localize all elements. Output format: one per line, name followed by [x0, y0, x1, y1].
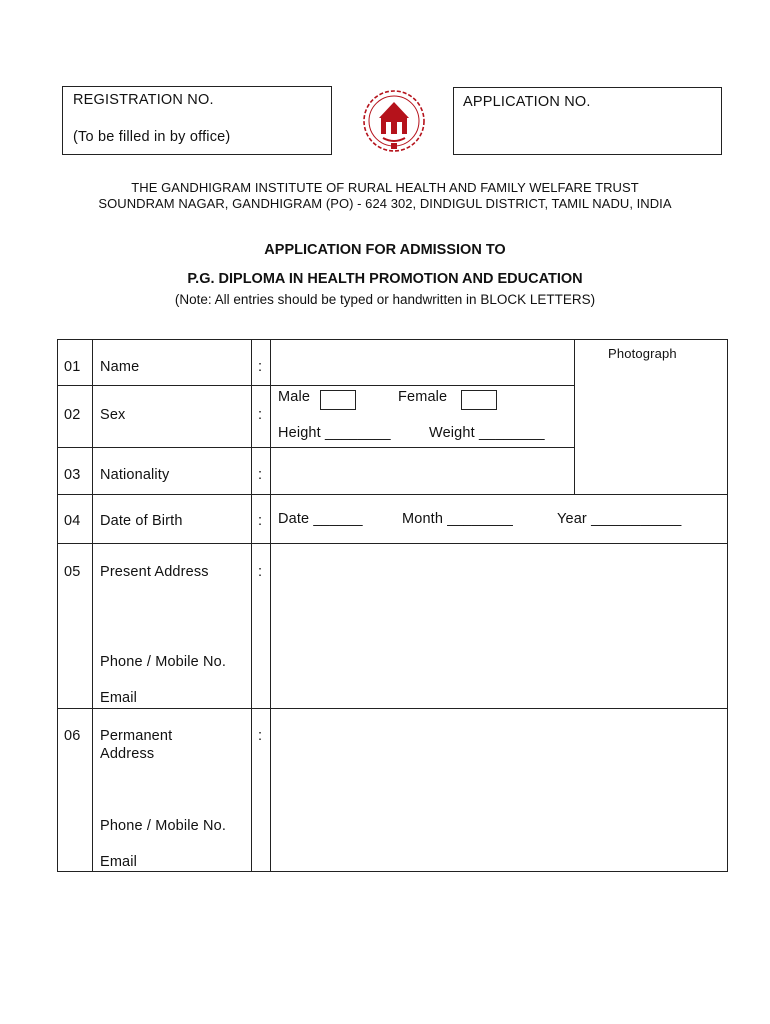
male-checkbox[interactable]: [320, 390, 356, 410]
weight-field[interactable]: Weight ________: [429, 425, 545, 441]
present-address-label: Present Address: [100, 564, 209, 580]
colon: :: [258, 407, 263, 423]
female-label: Female: [398, 389, 448, 405]
permanent-email-label: Email: [100, 854, 138, 870]
photograph-area[interactable]: [575, 340, 727, 494]
present-email-label: Email: [100, 690, 138, 706]
course-title: P.G. DIPLOMA IN HEALTH PROMOTION AND EDUCATION: [187, 271, 583, 287]
colon: :: [258, 359, 263, 375]
registration-note: (To be filled in by office): [73, 129, 231, 145]
dob-label: Date of Birth: [100, 513, 183, 529]
instructions-note: (Note: All entries should be typed or handwritten in BLOCK LETTERS): [174, 292, 596, 307]
present-address-field[interactable]: [271, 544, 727, 708]
permanent-address-label-line1: Permanent: [100, 728, 173, 744]
registration-label: REGISTRATION NO.: [73, 92, 214, 108]
colon: :: [258, 564, 263, 580]
permanent-address-field[interactable]: [271, 709, 727, 871]
name-label: Name: [100, 359, 140, 375]
form-title: APPLICATION FOR ADMISSION TO: [264, 242, 506, 258]
row-number-dob: 04: [64, 513, 81, 529]
height-field[interactable]: Height ________: [278, 425, 391, 441]
female-checkbox[interactable]: [461, 390, 497, 410]
male-label: Male: [278, 389, 311, 405]
colon: :: [258, 467, 263, 483]
dob-year-field[interactable]: Year ___________: [557, 511, 682, 527]
row-number-name: 01: [64, 359, 81, 375]
colon: :: [258, 513, 263, 529]
institute-name: THE GANDHIGRAM INSTITUTE OF RURAL HEALTH AND FAMILY WELFARE TRUST: [131, 180, 639, 195]
row-number-sex: 02: [64, 407, 81, 423]
nationality-field[interactable]: [271, 448, 574, 494]
permanent-phone-label: Phone / Mobile No.: [100, 818, 227, 834]
row-number-nationality: 03: [64, 467, 81, 483]
dob-month-field[interactable]: Month ________: [402, 511, 513, 527]
row-number-permanent-address: 06: [64, 728, 81, 744]
present-phone-label: Phone / Mobile No.: [100, 654, 227, 670]
sex-label: Sex: [100, 407, 126, 423]
nationality-label: Nationality: [100, 467, 170, 483]
permanent-address-label-line2: Address: [100, 746, 155, 762]
colon: :: [258, 728, 263, 744]
name-field[interactable]: [271, 340, 574, 385]
dob-date-field[interactable]: Date ______: [278, 511, 363, 527]
photograph-label: Photograph: [608, 346, 677, 361]
application-label: APPLICATION NO.: [463, 94, 591, 110]
row-number-present-address: 05: [64, 564, 81, 580]
institute-address: SOUNDRAM NAGAR, GANDHIGRAM (PO) - 624 302, DINDIGUL DISTRICT, TAMIL NADU, INDIA: [98, 196, 672, 211]
